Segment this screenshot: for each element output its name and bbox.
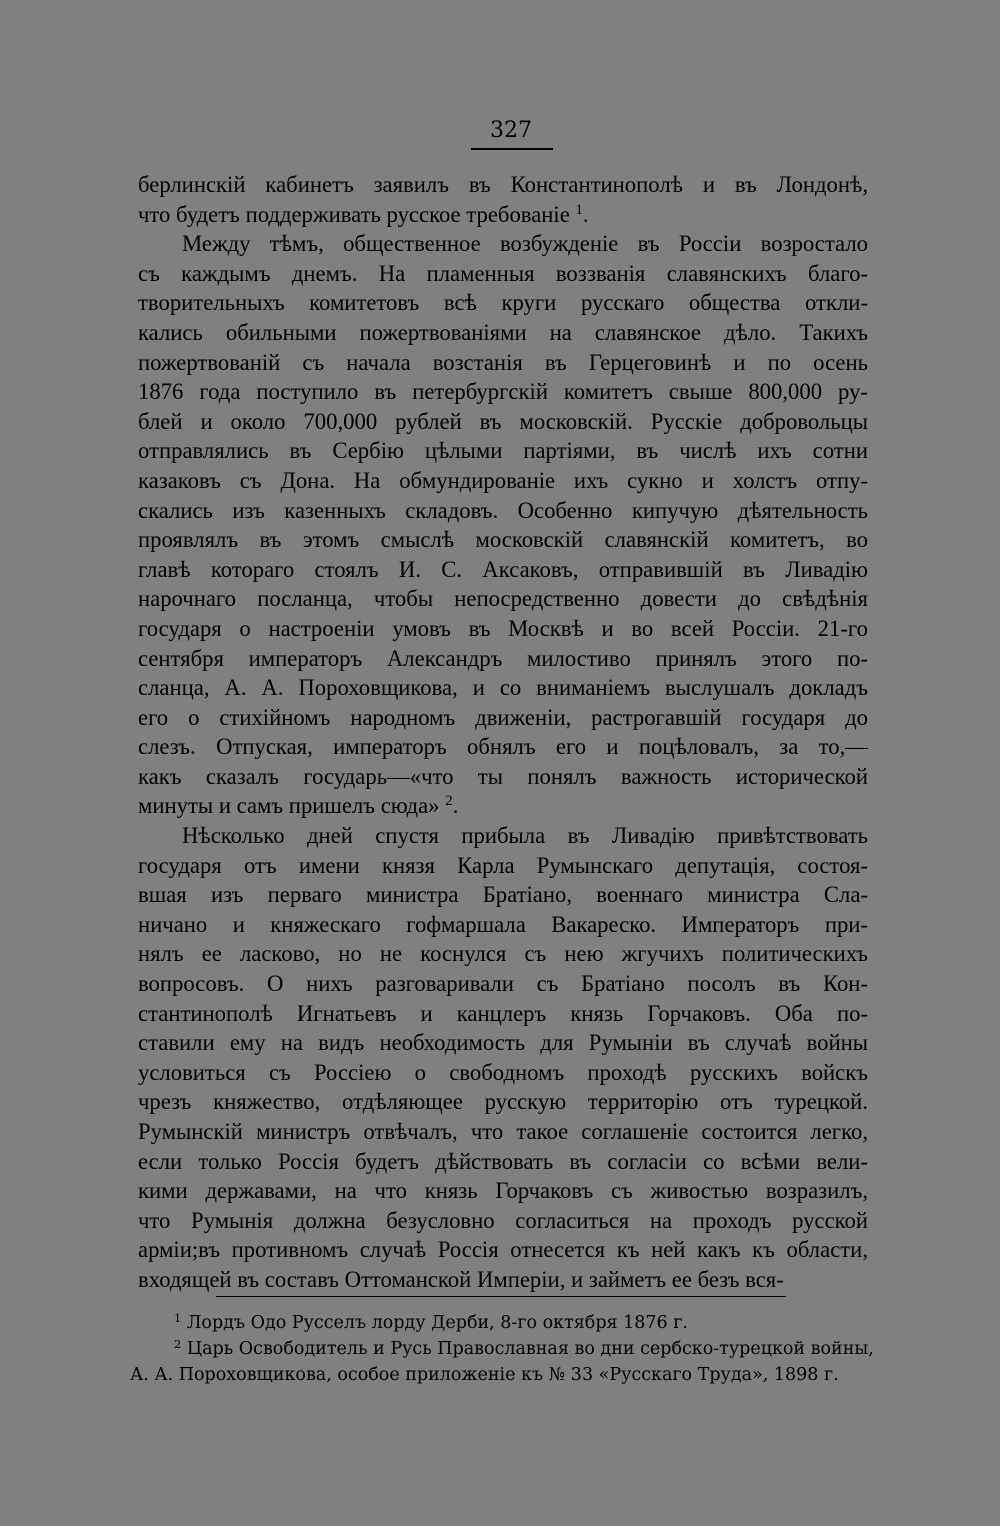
text-line-content: 1876 года поступило въ петербургскій комитетъ свыше 800,000 ру-	[138, 379, 868, 405]
text-line-content: вопросовъ. О нихъ разговаривали съ Братіано посолъ въ Кон-	[138, 971, 868, 997]
text-line-content: если только Россія будетъ дѣйствовать въ согласіи со всѣми вели-	[138, 1148, 868, 1174]
text-line-content: проявлялъ въ этомъ смыслѣ московскій славянскій комитетъ, во	[138, 527, 868, 553]
text-line-content: слезъ. Отпуская, императоръ обнялъ его и поцѣловалъ, за то,—	[138, 734, 868, 760]
text-line-content: кались обильными пожертвованіями на славянское дѣло. Такихъ	[138, 319, 868, 345]
text-line-content: главѣ котораго стоялъ И. С. Аксаковъ, отправившій въ Ливадію	[138, 556, 868, 582]
text-line-content: отправлялись въ Сербію цѣлыми партіями, въ числѣ ихъ сотни	[138, 438, 868, 464]
text-line-content: кими державами, на что князь Горчаковъ съ живостью возразилъ,	[138, 1178, 868, 1204]
body-text	[138, 170, 868, 1295]
text-line	[138, 614, 868, 644]
footnotes	[130, 1310, 874, 1388]
text-line-content: Нѣсколько дней спустя прибыла въ Ливадію привѣтствовать	[182, 823, 868, 849]
text-line	[138, 1117, 868, 1147]
text-line-content: вшая изъ перваго министра Братіано, военнаго министра Сла-	[138, 882, 868, 908]
text-line	[138, 939, 868, 969]
text-line	[138, 436, 868, 466]
text-line-content: скались изъ казенныхъ складовъ. Особенно кипучую дѣятельность	[138, 497, 868, 523]
text-line-content: арміи;въ противномъ случаѣ Россія отнесется къ ней какъ къ области,	[138, 1237, 868, 1263]
text-line	[138, 1058, 868, 1088]
page-number: 327	[490, 118, 532, 143]
page-number-underline	[471, 148, 553, 150]
footnote-separator	[216, 1296, 786, 1297]
text-line	[138, 821, 868, 851]
text-line	[138, 1087, 868, 1117]
text-line	[138, 288, 868, 318]
paragraph-3	[138, 821, 868, 1295]
text-line-content: какъ сказалъ государь—«что ты понялъ важность исторической	[138, 763, 868, 789]
text-line	[138, 1265, 868, 1295]
sentence-end: .	[582, 201, 589, 227]
footnote-text: Царь Освободитель и Русь Православная во дни сербско-турецкой войны,	[186, 1339, 874, 1359]
text-line-content: его о стихійномъ народномъ движеніи, растрогавшій государя до	[138, 704, 868, 730]
text-line	[138, 407, 868, 437]
text-line	[138, 880, 868, 910]
text-line-content: пожертвованій съ начала возстанія въ Герцеговинѣ и по осень	[138, 349, 868, 375]
text-line-content: государя о настроеніи умовъ въ Москвѣ и во всей Россіи. 21-го	[138, 615, 868, 641]
text-line-content: входящей въ составъ Оттоманской Имперіи, и займетъ ее безъ вся-	[138, 1266, 784, 1292]
paragraph-1	[138, 170, 868, 229]
text-line	[138, 525, 868, 555]
text-line-content: Между тѣмъ, общественное возбужденіе въ Россіи возростало	[182, 231, 868, 257]
text-line-content: съ каждымъ днемъ. На пламенныя воззванія славянскихъ благо-	[138, 260, 868, 286]
text-line	[138, 584, 868, 614]
text-line	[138, 377, 868, 407]
text-line-content: сентября императоръ Александръ милостиво принялъ этого по-	[138, 645, 868, 671]
text-line	[138, 259, 868, 289]
text-line	[138, 732, 868, 762]
text-line	[138, 791, 868, 821]
text-line	[138, 1028, 868, 1058]
text-line-content: государя отъ имени князя Карла Румынскаго депутація, состоя-	[138, 852, 868, 878]
footnote-text: Лордъ Одо Русселъ лорду Дерби, 8-го октября 1876 г.	[186, 1313, 688, 1333]
text-line	[138, 318, 868, 348]
text-line	[138, 200, 868, 230]
text-line: берлинскій кабинетъ заявилъ въ Константинополѣ и въ Лондонѣ,	[138, 172, 868, 197]
text-line-content: нялъ ее ласково, но не коснулся съ нею жгучихъ политическихъ	[138, 941, 868, 967]
text-line-content: сланца, А. А. Пороховщикова, и со вниманіемъ выслушалъ докладъ	[138, 675, 868, 701]
text-line-content: творительныхъ комитетовъ всѣ круги русскаго общества откли-	[138, 290, 868, 316]
text-line-content: ставили ему на видъ необходимость для Румыніи въ случаѣ войны	[138, 1030, 868, 1056]
text-line-content: ничано и княжескаго гофмаршала Вакареско. Императоръ при-	[138, 911, 868, 937]
text-line	[138, 851, 868, 881]
text-line	[138, 762, 868, 792]
footnote-ref-2[interactable]: 2	[445, 793, 453, 810]
text-line	[138, 1206, 868, 1236]
text-line-content: что Румынія должна безусловно согласиться на проходъ русской	[138, 1207, 868, 1233]
text-line	[138, 969, 868, 999]
footnote-2	[130, 1336, 874, 1362]
footnote-mark: 1	[174, 1310, 182, 1325]
text-line	[138, 348, 868, 378]
text-line	[138, 229, 868, 259]
text-line-content: Румынскій министръ отвѣчалъ, что такое соглашеніе состоится легко,	[138, 1119, 868, 1144]
paragraph-2	[138, 229, 868, 821]
text-line	[138, 673, 868, 703]
text-line	[138, 496, 868, 526]
text-line	[138, 466, 868, 496]
footnote-ref-1[interactable]: 1	[575, 201, 583, 218]
text-line-content: стантинополѣ Игнатьевъ и канцлеръ князь Горчаковъ. Оба по-	[138, 1000, 868, 1026]
text-line	[138, 644, 868, 674]
text-line-content: казаковъ съ Дона. На обмундированіе ихъ сукно и холстъ отпу-	[138, 467, 868, 493]
text-line	[138, 1176, 868, 1206]
text-line	[138, 555, 868, 585]
text-line-content: нарочнаго посланца, чтобы непосредственно довести до свѣдѣнія	[138, 586, 868, 612]
text-line	[138, 999, 868, 1029]
text-line-content: условиться съ Россіею о свободномъ проходѣ русскихъ войскъ	[138, 1059, 868, 1085]
text-line-content: блей и около 700,000 рублей въ московскій. Русскіе добровольцы	[138, 408, 868, 434]
footnote-2-continuation: А. А. Пороховщикова, особое приложеніе къ № 33 «Русскаго Труда», 1898 г.	[130, 1365, 839, 1385]
footnote-mark: 2	[174, 1336, 182, 1351]
text-line	[138, 1235, 868, 1265]
footnote-1	[130, 1310, 868, 1336]
text-line	[138, 1147, 868, 1177]
sentence-end: .	[452, 793, 459, 819]
text-line-content: минуты и самъ пришелъ сюда»	[138, 793, 440, 819]
text-line-content: что будетъ поддерживать русское требованіе	[138, 201, 570, 227]
text-line	[138, 910, 868, 940]
text-line	[138, 703, 868, 733]
text-line-content: чрезъ княжество, отдѣляющее русскую территорію отъ турецкой.	[138, 1089, 868, 1115]
